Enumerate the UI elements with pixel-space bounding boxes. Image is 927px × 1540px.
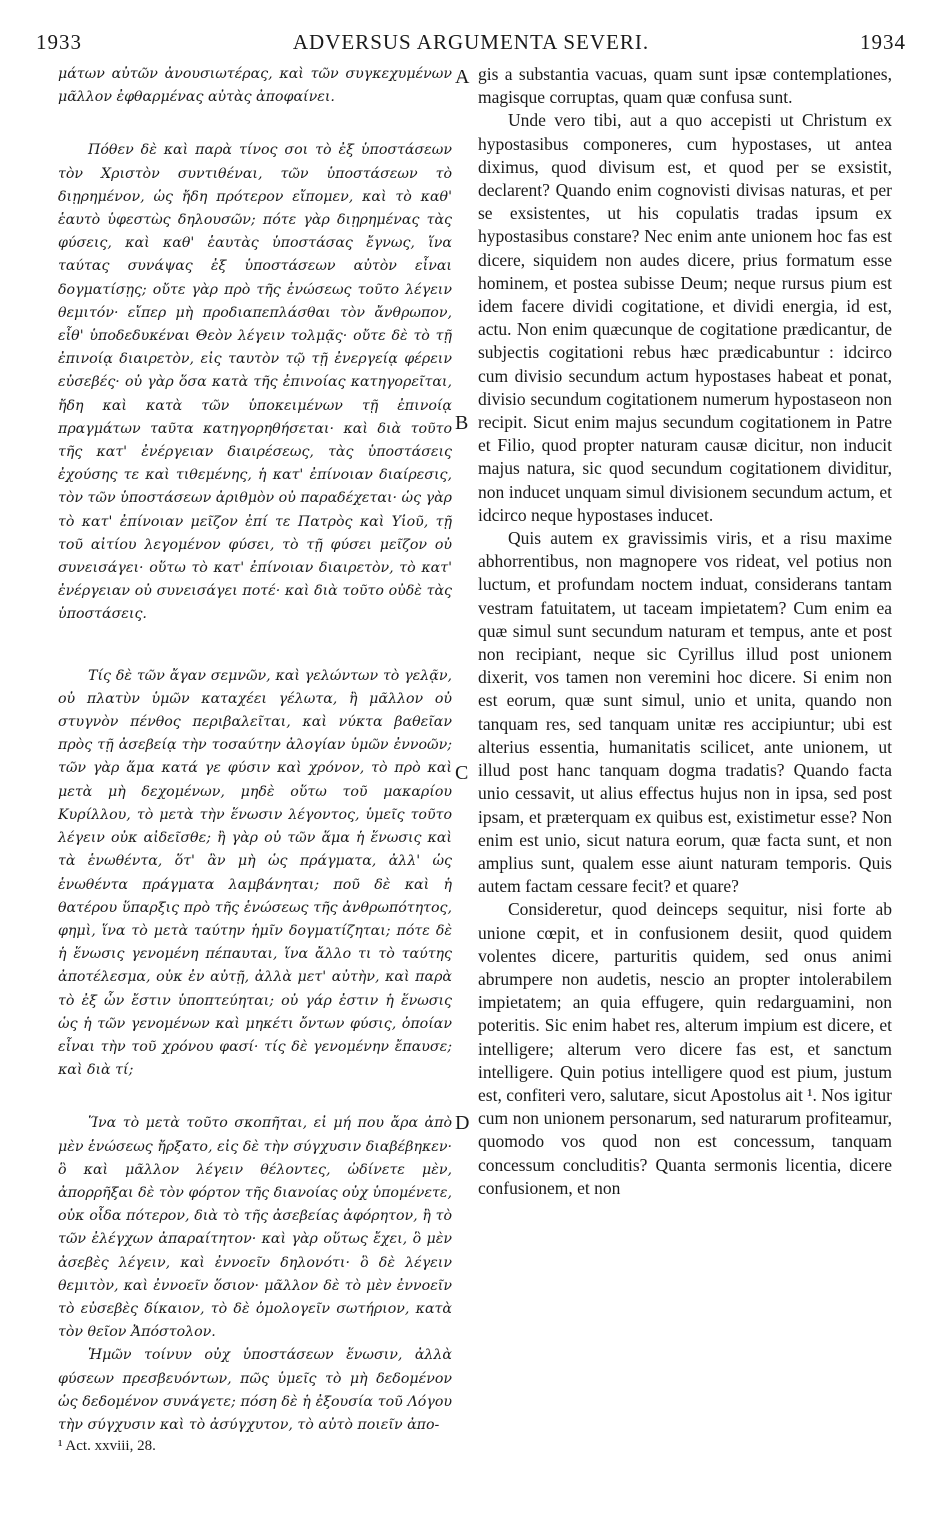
latin-column — [478, 63, 892, 1200]
greek-column — [58, 63, 452, 1437]
margin-marker-a: A — [455, 66, 470, 88]
margin-marker-b: B — [455, 412, 469, 434]
latin-paragraph: Quis autem ex gravissimis viris, et a risu maxime abhorrentibus, non magnopere vos rideat, vel potius non luctum, et profundam noctem induat, considerans tantam vestram fatuitatem, ut taceam impietatem? Cum enim ea quæ simul sunt secundum naturam et tempus, ante et post non recipiant, neque sic Cyrillus illud post unionem dixerit, vos tamen non veremini hoc dicere. Si enim non est eorum, quæ sunt simul, unio et unita, quando non tanquam res, sed tanquam unitæ res accipiuntur; ubi est alterius essentia, humanitatis scilicet, ante unionem, ut illud post hanc tanquam dogma tradatis? Quando facta unio cessavit, ut alius effectus hujus non in ipsa, sed post ipsam, et præterquam ex quibus est, existimetur esse? Non enim est unio, sicut natura eorum, quæ facta sunt, et non amplius sunt, qualem esse aiunt naturam temporis. Quis autem factam cessare fecit? et quare? — [478, 528, 892, 897]
greek-paragraph: Πόθεν δὲ καὶ παρὰ τίνος σοι τὸ ἐξ ὑποστάσεων τὸν Χριστὸν συντιθέναι, τῶν ὑποστάσεων τὸ διῃρημένον, ὡς ἤδη πρότερον εἴπομεν, καὶ τὸ καθ' ἑαυτὸ ὑφεστὼς δηλουσῶν; πότε γὰρ διῃρημένας τὰς φύσεις, καὶ καθ' ἑαυτὰς ὑποστάσας ἔγνως, ἵνα ταύτας συνάψας ἐξ ὑποστάσεων αὐτὸν εἶναι δογματίσῃς; οὔτε γὰρ πρὸ τῆς ἑνώσεως τοῦτο λέγειν θεμιτόν· εἴπερ μὴ προδιαπεπλάσθαι τὸν ἄνθρωπον, εἶθ' ὑποδεδυκέναι Θεὸν λέγειν τολμᾷς· οὔτε δὲ τὸ τῇ ἐπινοίᾳ διαιρετὸν, εἰς ταυτὸν τῷ τῇ ἐνεργείᾳ φέρειν εὐσεβές· οὐ γὰρ ὅσα κατὰ τῆς ἐπινοίας κατηγορεῖται, ἤδη καὶ κατὰ τῶν ὑποκειμένων τῇ ἐπινοίᾳ πραγμάτων ταῦτα κατηγορηθήσεται· καὶ διὰ τοῦτο τῆς κατ' ἐνέργειαν διαιρέσεως, τὰς ὑποστάσεις ἐχούσης τε καὶ τιθεμένης, ἡ κατ' ἐπίνοιαν διαίρεσις, τὸν τῶν ὑποστάσεων ἀριθμὸν οὐ παραδέχεται· ὡς γὰρ τὸ κατ' ἐπίνοιαν μεῖζον ἐπί τε Πατρὸς καὶ Υἱοῦ, τῇ τοῦ αἰτίου λεγομένον φύσει, τὸ τῇ φύσει μεῖζον οὐ συνεισάγει· οὕτω τὸ κατ' ἐπίνοιαν διαιρετὸν, τὸ κατ' ἐνέργειαν οὐ συνεισάγει ποτέ· καὶ διὰ τοῦτο οὐδὲ τὰς ὑποστάσεις. — [58, 142, 452, 623]
latin-paragraph: Unde vero tibi, aut a quo accepisti ut Christum ex hypostasibus componeres, cum hypostases, ut antea diximus, quod divisum est, et quod per se exsistit, declarent? Quando enim cognovisti divisas naturas, et per se exsistentes, ut his copulatis tradas ipsum ex hypostasibus constare? Nec enim ante unionem hoc fas est dicere, siquidem non audes dicere, prius formatum esse hominem, et postea subisse Deum; neque rursus pium est idem facere dividi cogitatione, et dividi energia, id est, actu. Non enim quæcunque de cogitatione prædicantur, de subjectis cogitationi rebus hæc prædicabuntur : idcirco cum divisio secundum actum hypostases habeat et ponat, divisio secundum cogitationem numerum hypostaseon non recipit. Sicut enim majus secundum cogitationem in Patre et Filio, quod propter naturam causæ dicitur, non inducit majus natura, sic quod secundum cogitationem dividitur, non inducet unquam simul divisionem secundum actum, et idcirco neque hypostases inducet. — [478, 110, 892, 525]
greek-paragraph: Ἡμῶν τοίνυν οὐχ ὑποστάσεων ἕνωσιν, ἀλλὰ φύσεων πρεσβευόντων, πῶς ὑμεῖς τὸ μὴ δεδομένον ὡς δεδομένον συνάγετε; πόση δὲ ἡ ἐξουσία τοῦ Λόγου τὴν σύγχυσιν καὶ τὸ ἀσύγχυτον, τὸ αὐτὸ ποιεῖν ἀπο- — [58, 1347, 452, 1433]
latin-paragraph: Consideretur, quod deinceps sequitur, nisi forte ab unione cœpit, et in confusionem desiit, quod quidem volentes dicere, parturitis quidem, sed onus animi abrumpere non audetis, nescio an propter intolerabilem impietatem; an quia effugere, quin redarguamini, non poteritis. Sic enim habet res, alterum impium est dicere, et intelligere; alterum vero dicere fas est, et sanctum intelligere. Quin potius intelligere quod est pium, justum est, confiteri vero, salutare, sicut Apostolus ait ¹. Nos igitur cum non unionem personarum, sed naturarum profiteamur, quomodo vos quod non est concessum, tanquam concessum concluditis? Quanta sermonis licentia, dicere confusionem, et non — [478, 899, 892, 1198]
greek-paragraph: μάτων αὐτῶν ἀνουσιωτέρας, καὶ τῶν συγκεχυμένων μᾶλλον ἐφθαρμένας αὐτὰς ἀποφαίνει. — [58, 66, 452, 106]
margin-marker-c: C — [455, 762, 469, 784]
running-header — [36, 30, 906, 56]
running-title: ADVERSUS ARGUMENTA SEVERI. — [292, 30, 650, 54]
greek-paragraph: Ἵνα τὸ μετὰ τοῦτο σκοπῆται, εἰ μή που ἄρα ἀπὸ μὲν ἑνώσεως ἤρξατο, εἰς δὲ τὴν σύγχυσιν διαβέβηκεν· ὃ καὶ μᾶλλον λέγειν θέλοντες, ὠδίνετε μὲν, ἀπορρῆξαι δὲ τὸν φόρτον τῆς διανοίας οὐχ ὑπομένετε, οὐκ οἶδα πότερον, διὰ τὸ τῆς ἀσεβείας ἀφόρητον, ἢ τὸ τῶν ἐλέγχων ἀπαραίτητον· καὶ γὰρ οὕτως ἔχει, ὃ μὲν ἀσεβὲς λέγειν, καὶ ἐννοεῖν δηλονότι· ὃ δὲ λέγειν θεμιτὸν, καὶ ἐννοεῖν ὅσιον· μᾶλλον δὲ τὸ μὲν ἐννοεῖν τὸ εὐσεβὲς δίκαιον, τὸ δὲ ὁμολογεῖν σωτήριον, κατὰ τὸν θεῖον Ἀπόστολον. — [58, 1115, 452, 1341]
latin-paragraph: gis a substantia vacuas, quam sunt ipsæ contemplationes, magisque corruptas, quam quæ confusa sunt. — [478, 64, 892, 108]
margin-marker-d: D — [455, 1112, 470, 1134]
page-number-right: 1934 — [860, 30, 906, 54]
page-number-left: 1933 — [36, 30, 82, 54]
footnote: ¹ Act. xxviii, 28. — [58, 1438, 156, 1454]
greek-paragraph: Τίς δὲ τῶν ἄγαν σεμνῶν, καὶ γελώντων τὸ γελᾷν, οὐ πλατὺν ὑμῶν καταχέει γέλωτα, ἢ μᾶλλον οὐ στυγνὸν πένθος περιβαλεῖται, καὶ νύκτα βαθεῖαν πρὸς τῇ ἀσεβείᾳ τὴν τοσαύτην ἀλογίαν ὑμῶν ἐννοῶν; τῶν γὰρ ἅμα κατά γε φύσιν καὶ χρόνον, τὸ πρὸ καὶ μετὰ μὴ δεχομένων, μηδὲ οὕτω τοῦ μακαρίου Κυρίλλου, τὸ μετὰ τὴν ἕνωσιν λέγοντος, ὑμεῖς τοῦτο λέγειν οὐκ αἰδεῖσθε; ἢ γὰρ οὐ τῶν ἅμα ἡ ἕνωσις καὶ τὰ ἑνωθέντα, ὅτ' ἂν μὴ ὡς πράγματα, ἀλλ' ὡς ἑνωθέντα πράγματα λαμβάνηται; ποῦ δὲ καὶ ἡ θατέρου ὕπαρξις πρὸ τῆς ἑνώσεως τῆς ἀνθρωπότητος, φημὶ, ἵνα τὸ μετὰ ταύτην ἡμῖν δογματίζηται; πότε δὲ ἡ ἕνωσις γενομένη πέπαυται, ἵνα ἄλλο τι τὸ ταύτης ἀποτέλεσμα, οὐκ ἐν αὐτῇ, ἀλλὰ μετ' αὐτὴν, καὶ παρὰ τὸ ἐξ ὧν ἔστιν ὑποπτεύηται; οὐ γάρ ἐστιν ἡ ἕνωσις ὡς ἡ τῶν γενομένων καὶ μηκέτι ὄντων φύσις, ὁποίαν εἶναι τὴν τοῦ χρόνου φασί· τίς δὲ γενομένην ἔπαυσε; καὶ διὰ τί; — [58, 667, 452, 1079]
